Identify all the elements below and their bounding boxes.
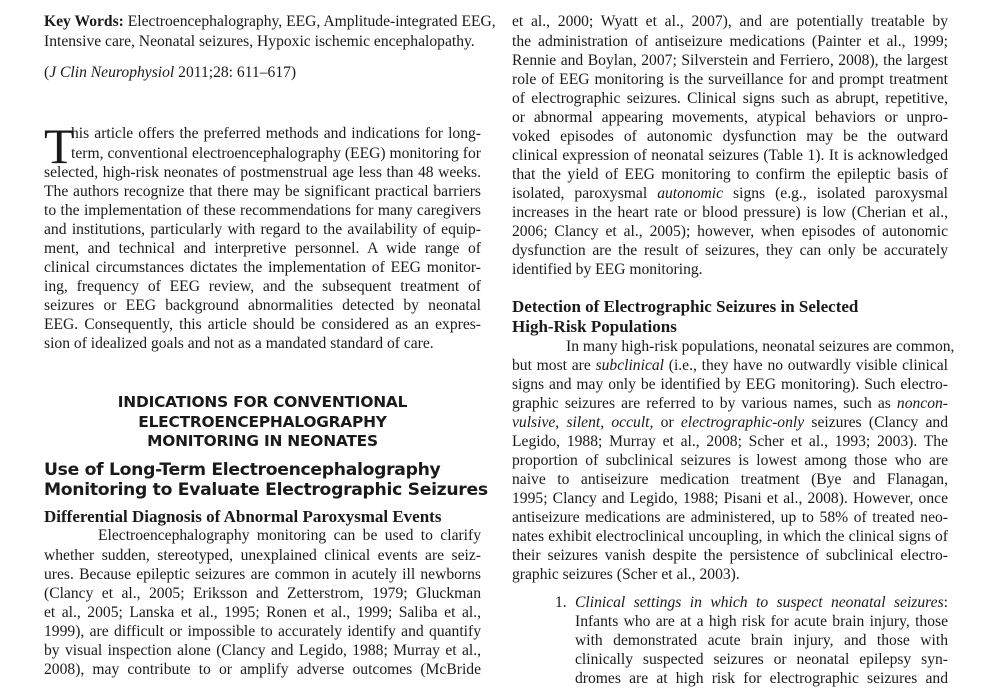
body-line: Legido, 1988; Murray et al., 2008; Scher et al., 1993; 2003). The [512, 433, 948, 450]
body-line: voked episodes of autonomic dysfunction may be the outward [512, 128, 948, 145]
body-line: Electroencephalography monitoring can be used to clarify [98, 527, 481, 544]
body-line: that the yield of EEG monitoring to confirm the epileptic basis of [512, 166, 948, 183]
subsection-title: Use of Long-Term Electroencephalography Monitoring to Evaluate Electrographic Seizures [44, 460, 488, 500]
body-line: antiseizure medications are administered, up to 58% of treated neo- [512, 509, 948, 526]
abstract-line: seizures or EEG background abnormalities detected by neonatal [44, 297, 481, 314]
body-line: naive to antiseizure medication treatment (Bye and Flanagan, [512, 471, 948, 488]
keywords-label: Key Words: [44, 13, 124, 30]
body-line: of electrographic seizures. Clinical signs such as abrupt, repetitive, [512, 90, 948, 107]
abstract-line: his article offers the preferred methods and indications for long- [71, 125, 481, 142]
body-line: but most are subclinical (i.e., they have no outwardly visible clinical [512, 357, 949, 374]
keywords-line-1: Key Words: Electroencephalography, EEG, Amplitude-integrated EEG, [44, 13, 496, 30]
journal-citation: (J Clin Neurophysiol 2011;28: 611–617) [44, 64, 297, 81]
body-line: 2008), may contribute to or amplify adverse outcomes (McBride [44, 661, 481, 678]
body-line: (Clancy et al., 2005; Eriksson and Zetterstrom, 1979; Gluckman [44, 585, 481, 602]
body-line: ures. Because epileptic seizures are common in acutely ill newborns [44, 566, 481, 583]
abstract-line: to the implementation of these recommendations for many caregivers [44, 202, 481, 219]
body-line: by visual inspection alone (Clancy and Legido, 1988; Murray et al., [44, 642, 481, 659]
abstract-line: ment, and technical and interpretive personnel. A wide range of [44, 240, 481, 257]
list-item-line: with demonstrated acute brain injury, and those with [575, 632, 948, 649]
body-line: 1995; Clancy and Legido, 1988; Pisani et al., 2008). However, once [512, 490, 948, 507]
body-line: their seizures vanish despite the persistence of subclinical electro- [512, 547, 948, 564]
body-line: whether sudden, stereotyped, unexplained clinical events are seiz- [44, 547, 481, 564]
list-item-line: dromes are at high risk for electrographic seizures and [575, 670, 948, 687]
abstract-line: term, conventional electroencephalography (EEG) monitoring for [71, 145, 481, 162]
body-line: proportion of subclinical seizures is lowest among those who are [512, 452, 948, 469]
list-number: 1. [555, 594, 567, 611]
list-item-line: clinically suspected seizures or neonatal epilepsy syn- [575, 651, 948, 668]
abstract-line: clinical circumstances dictates the implementation of EEG monitor- [44, 259, 481, 276]
list-item-title: Clinical settings in which to suspect neonatal seizures: [575, 594, 948, 611]
body-line: vulsive, silent, occult, or electrographic-only seizures (Clancy and [512, 414, 949, 431]
abstract-line: The authors recognize that there may be significant practical barriers [44, 183, 481, 200]
body-line: graphic seizures are referred to by various names, such as noncon- [512, 395, 948, 412]
abstract-line: ing, frequency of EEG review, and the subsequent treatment of [44, 278, 481, 295]
body-line: et al., 2005; Lanska et al., 1995; Ronen et al., 1999; Saliba et al., [44, 604, 481, 621]
body-line: the administration of antiseizure medications (Painter et al., 1999; [512, 33, 948, 50]
body-line: dysfunction are the result of seizures, they can only be accurately [512, 242, 948, 259]
body-line: Rennie and Boylan, 2007; Silverstein and Ferriero, 2008), the largest [512, 52, 948, 69]
keywords-line-2: Intensive care, Neonatal seizures, Hypoxic ischemic encephalopathy. [44, 33, 475, 50]
journal-name: J Clin Neurophysiol [49, 64, 175, 81]
body-line: increases in the heart rate or blood pressure) is low (Cherian et al., [512, 204, 948, 221]
section-title: INDICATIONS FOR CONVENTIONAL ELECTROENCEPHALOGRAPHY MONITORING IN NEONATES [117, 393, 408, 450]
subsection-heading: Detection of Electrographic Seizures in Selected High-Risk Populations [512, 297, 859, 336]
drop-cap: T [44, 118, 75, 174]
list-item-line: Infants who are at a high risk for acute brain injury, those [575, 613, 948, 630]
body-line: role of EEG monitoring is the surveillance for and prompt treatment [512, 71, 948, 88]
abstract-line: EEG. Consequently, this article should be considered as an expres- [44, 316, 481, 333]
body-line: or abnormal appearing movements, atypical behaviors or unpro- [512, 109, 948, 126]
abstract-line: selected, high-risk neonates of postmenstrual age less than 48 weeks. [44, 164, 481, 181]
abstract-line: sion of idealized goals and not as a mandated standard of care. [44, 335, 434, 352]
body-line: et al., 2000; Wyatt et al., 2007), and are potentially treatable by [512, 13, 948, 30]
body-line: isolated, paroxysmal autonomic signs (e.g., isolated paroxysmal [512, 185, 948, 202]
body-line: 2006; Clancy et al., 2005); however, when episodes of autonomic [512, 223, 948, 240]
body-line: 1999), are difficult or impossible to accurately identify and quantify [44, 623, 481, 640]
body-line: In many high-risk populations, neonatal seizures are common, [566, 338, 955, 355]
body-line: nates exhibit electroclinical uncoupling, in which the clinical signs of [512, 528, 948, 545]
body-line: identified by EEG monitoring. [512, 261, 703, 278]
abstract-line: and institutions, particularly with regard to the availability of equip- [44, 221, 481, 238]
body-line: clinical expression of neonatal seizures (Table 1). It is acknowledged [512, 147, 948, 164]
body-line: signs and may only be identified by EEG monitoring). Such electro- [512, 376, 948, 393]
body-line: graphic seizures (Scher et al., 2003). [512, 566, 740, 583]
subsubsection-title: Differential Diagnosis of Abnormal Paroxysmal Events [44, 507, 442, 526]
